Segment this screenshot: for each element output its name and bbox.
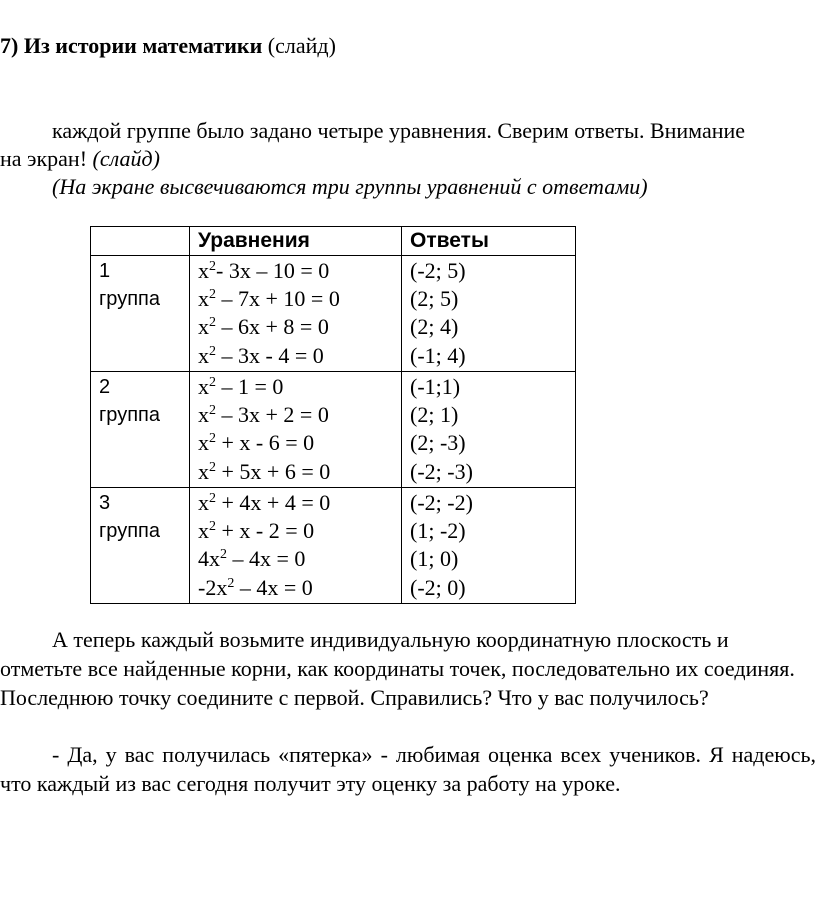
group-label: группа xyxy=(99,520,160,543)
equations-cell xyxy=(190,488,402,604)
instruction-paragraph: А теперь каждый возьмите индивидуальную координатную плоскость и отметьте все найденные корни, как координаты точек, последовательно их соединяя. Последнюю точку соедините с первой. Справились? Что у вас получилось? xyxy=(0,627,795,710)
group-number: 3 xyxy=(99,492,111,514)
answer: (-2; 0) xyxy=(410,574,466,600)
group-number: 2 xyxy=(99,376,111,398)
answers-cell xyxy=(402,372,576,488)
equation: $x^2 + 5x + 6 = 0$ xyxy=(198,458,331,484)
answers-cell xyxy=(402,256,576,372)
table-row xyxy=(91,488,576,604)
header-answers: Ответы xyxy=(402,227,576,256)
answer: (-2; -3) xyxy=(410,458,473,484)
equation: $x^2 - 3x + 2 = 0$ xyxy=(198,402,329,428)
group-cell xyxy=(91,488,190,604)
equation: $x^2 + 4x + 4 = 0$ xyxy=(198,490,331,515)
answer: (2; 4) xyxy=(410,314,459,340)
group-label: группа xyxy=(99,404,160,427)
intro-line-2 xyxy=(0,145,160,173)
intro-screen-note: (На экране высвечиваются три группы уравнений с ответами) xyxy=(52,174,648,199)
answer: (-2; 5) xyxy=(410,258,466,283)
equation: $x^2 - 6x + 8 = 0$ xyxy=(198,314,329,340)
intro-slide-note: (слайд) xyxy=(92,146,160,171)
section-heading-title: 7) Из истории математики xyxy=(0,33,263,58)
equation: $x^2 - 3x - 4 = 0$ xyxy=(198,342,324,368)
table-row xyxy=(91,372,576,488)
equation: $x^2-$ 3x – 10 = 0 xyxy=(198,258,330,283)
answer: (-1; 4) xyxy=(410,342,466,368)
answer: (1; 0) xyxy=(410,546,459,572)
equation: $-2x^2 - 4x = 0$ xyxy=(198,574,313,600)
equations-cell xyxy=(190,372,402,488)
equation: $x^2 - 1 = 0$ xyxy=(198,374,284,399)
table-row xyxy=(91,256,576,372)
table-header-row xyxy=(91,227,576,256)
answer: (1; -2) xyxy=(410,518,466,544)
equations-cell xyxy=(190,256,402,372)
intro-line-2-text: на экран! xyxy=(0,146,93,171)
equation: $x^2 + x - 2 = 0$ xyxy=(198,518,315,544)
section-heading-slide-note: (слайд) xyxy=(262,33,336,58)
answer: (2; 5) xyxy=(410,286,459,312)
answer: (2; 1) xyxy=(410,402,459,428)
answer: (2; -3) xyxy=(410,430,466,456)
section-heading xyxy=(0,32,336,60)
header-group xyxy=(91,227,190,256)
equation: $x^2 - 7x + 10 = 0$ xyxy=(198,286,340,312)
equations-table xyxy=(90,226,576,604)
equation: $4x^2 - 4x = 0$ xyxy=(198,546,306,572)
group-cell xyxy=(91,256,190,372)
answer: (-2; -2) xyxy=(410,490,473,515)
conclusion-paragraph: - Да, у вас получилась «пятерка» - любимая оценка всех учеников. Я надеюсь, что каждый из вас сегодня получит эту оценку за работу на уроке. xyxy=(0,742,816,796)
answers-cell xyxy=(402,488,576,604)
group-cell xyxy=(91,372,190,488)
group-label: группа xyxy=(99,288,160,311)
header-equations: Уравнения xyxy=(190,227,402,256)
equation: $x^2 + x - 6 = 0$ xyxy=(198,430,315,456)
group-number: 1 xyxy=(99,260,111,282)
answer: (-1;1) xyxy=(410,374,461,399)
intro-line-1: каждой группе было задано четыре уравнения. Сверим ответы. Внимание xyxy=(52,118,746,143)
